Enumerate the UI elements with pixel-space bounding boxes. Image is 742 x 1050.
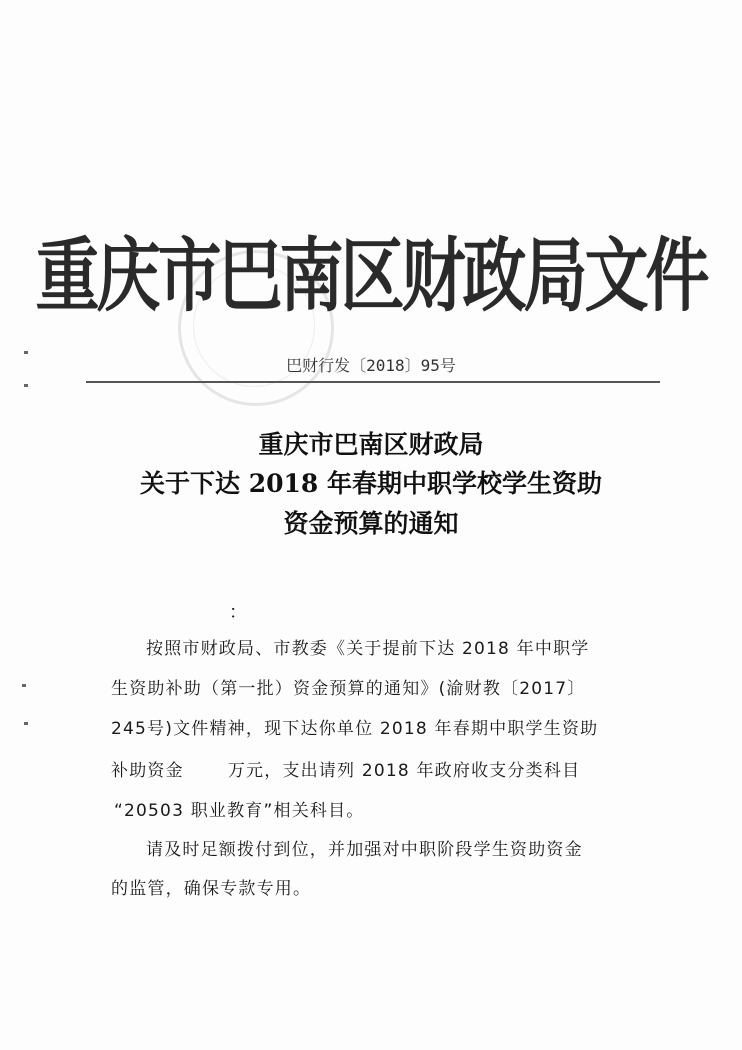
body-paragraph-line-6: 请及时足额拨付到位，并加强对中职阶段学生资助资金 — [146, 840, 583, 860]
document-number: 巴财行发〔2018〕95号 — [286, 356, 456, 375]
body-paragraph-line-1: 按照市财政局、市教委《关于提前下达 2018 年中职学 — [146, 639, 590, 659]
body-paragraph-line-2: 生资助补助（第一批）资金预算的通知》(渝财教〔2017〕 — [111, 679, 586, 699]
document-header-title: 重庆市巴南区财政局文件 — [35, 229, 707, 324]
notice-title-line-3: 资金预算的通知 — [283, 509, 459, 538]
body-paragraph-line-7: 的监管，确保专款专用。 — [111, 879, 312, 899]
body-line-4-prefix: 补助资金 — [111, 761, 184, 781]
salutation-colon: ： — [229, 602, 247, 623]
body-line-4-rest: 万元，支出请列 2018 年政府收支分类科目 — [227, 761, 581, 781]
notice-title-line-2: 关于下达 2018 年春期中职学校学生资助 — [140, 469, 602, 498]
margin-mark — [22, 684, 26, 687]
body-paragraph-line-4 — [111, 756, 580, 781]
margin-mark — [24, 384, 28, 387]
body-paragraph-line-3: 245号)文件精神，现下达你单位 2018 年春期中职学生资助 — [111, 719, 599, 739]
margin-mark — [24, 722, 28, 725]
body-paragraph-line-5: “20503 职业教育”相关科目。 — [114, 801, 365, 821]
notice-title-line-1: 重庆市巴南区财政局 — [258, 430, 484, 459]
header-divider — [86, 381, 660, 383]
